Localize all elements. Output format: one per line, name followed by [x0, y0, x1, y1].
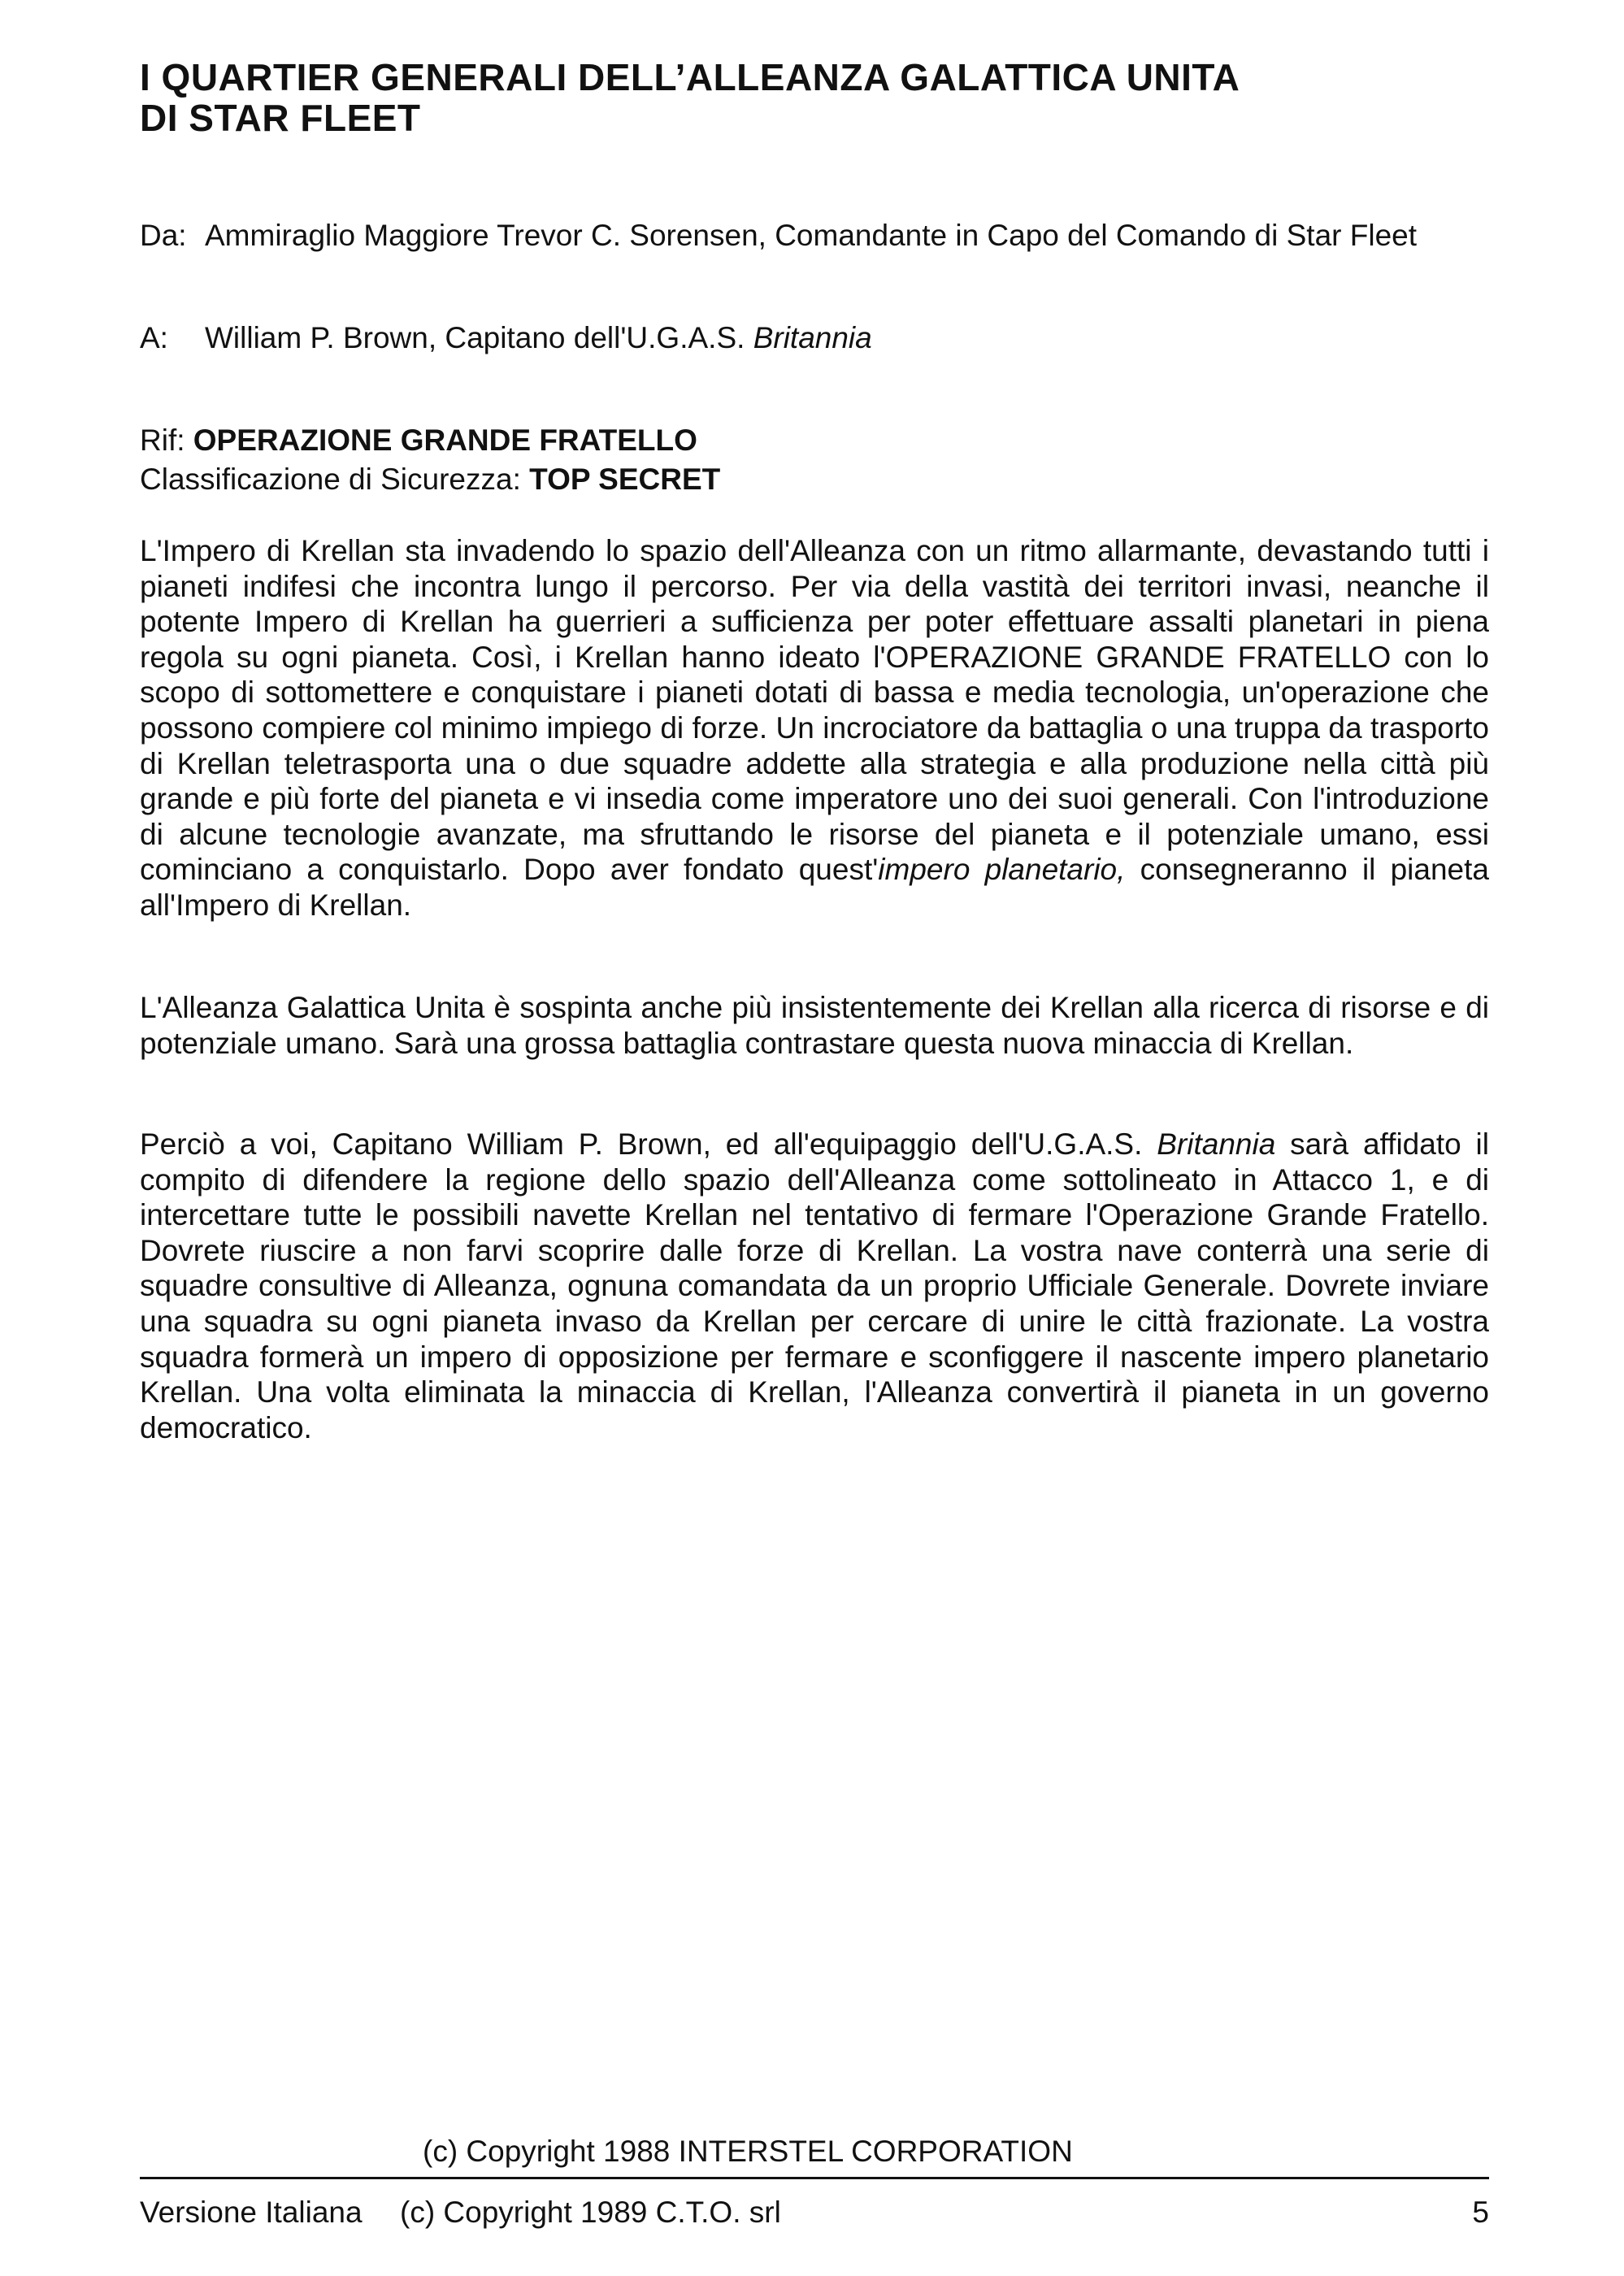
paragraph-3-ship-name: Britannia — [1157, 1127, 1276, 1161]
paragraph-3-text-end: sarà affidato il compito di difendere la regione dello spazio dell'Alleanza come sottolineato in Attacco 1, e di intercettare tutte le possibili navette Krellan nel tentativo di fermare l'Operazione Grande Fratello. Dovrete riuscire a non farvi scoprire dalle forze di Krellan. La vostra nave conterrà una serie di squadre consultive di Alleanza, ognuna comandata da un proprio Ufficiale Generale. Dovrete inviare una squadra su ogni pianeta invaso da Krellan per cercare di unire le città frazionate. La vostra squadra formerà un impero di opposizione per fermare e sconfiggere il nascente impero planetario Krellan. Una volta eliminata la minaccia di Krellan, l'Alleanza convertirà il pianeta in un governo democratico. — [140, 1127, 1489, 1444]
to-label: A: — [140, 321, 168, 354]
reference-line — [140, 421, 1489, 460]
paragraph-1 — [140, 533, 1489, 923]
title-line-2: DI STAR FLEET — [140, 97, 421, 139]
from-value: Ammiraglio Maggiore Trevor C. Sorensen, Comandante in Capo del Comando di Star Fleet — [205, 219, 1418, 252]
classification-label: Classificazione di Sicurezza: — [140, 463, 521, 496]
footer-divider — [140, 2177, 1489, 2179]
footer-edition: Versione Italiana — [140, 2196, 363, 2229]
reference-value: OPERAZIONE GRANDE FRATELLO — [193, 423, 697, 457]
title-line-1: I QUARTIER GENERALI DELL’ALLEANZA GALATTICA UNITA — [140, 56, 1240, 98]
page-number: 5 — [1472, 2196, 1489, 2229]
document-title — [140, 57, 1489, 138]
paragraph-3 — [140, 1127, 1489, 1445]
paragraph-1-emphasis: impero planetario, — [878, 853, 1126, 887]
paragraph-3-text-start: Perciò a voi, Capitano William P. Brown, ed all'equipaggio dell'U.G.A.S. — [140, 1127, 1157, 1161]
footer-copyright: (c) Copyright 1989 C.T.O. srl — [400, 2196, 781, 2229]
to-ship-name: Britannia — [753, 321, 872, 354]
classification-line — [140, 460, 1489, 499]
to-value — [205, 320, 1473, 356]
to-value-text: William P. Brown, Capitano dell'U.G.A.S. — [205, 321, 753, 354]
reference-label: Rif: — [140, 423, 185, 457]
paragraph-1-text-end: consegneranno il pianeta all'Impero di Krellan. — [140, 853, 1489, 922]
classification-value: TOP SECRET — [529, 463, 721, 496]
to-field — [140, 320, 1489, 356]
original-copyright: (c) Copyright 1988 INTERSTEL CORPORATION — [423, 2135, 1073, 2168]
from-label: Da: — [140, 219, 187, 252]
from-field — [140, 218, 1489, 254]
paragraph-2: L'Alleanza Galattica Unita è sospinta anche più insistentemente dei Krellan alla ricerca di risorse e di potenziale umano. Sarà una grossa battaglia contrastare questa nuova minaccia di Krellan. — [140, 991, 1489, 1060]
paragraph-1-text: L'Impero di Krellan sta invadendo lo spazio dell'Alleanza con un ritmo allarmante, devastando tutti i pianeti indifesi che incontra lungo il percorso. Per via della vastità dei territori invasi, neanche il potente Impero di Krellan ha guerrieri a sufficienza per poter effettuare assalti planetari in piena regola su ogni pianeta. Così, i Krellan hanno ideato l'OPERAZIONE GRANDE FRATELLO con lo scopo di sottomettere e conquistare i pianeti dotati di bassa e media tecnologia, un'operazione che possono compiere col minimo impiego di forze. Un incrociatore da battaglia o una truppa da trasporto di Krellan teletrasporta una o due squadre addette alla strategia e alla produzione nella città più grande e più forte del pianeta e vi insedia come imperatore uno dei suoi generali. Con l'introduzione di alcune tecnologie avanzate, ma sfruttando le risorse del pianeta e il potenziale umano, essi cominciano a conquistarlo. Dopo aver fondato quest' — [140, 534, 1489, 887]
reference-block — [140, 421, 1489, 499]
